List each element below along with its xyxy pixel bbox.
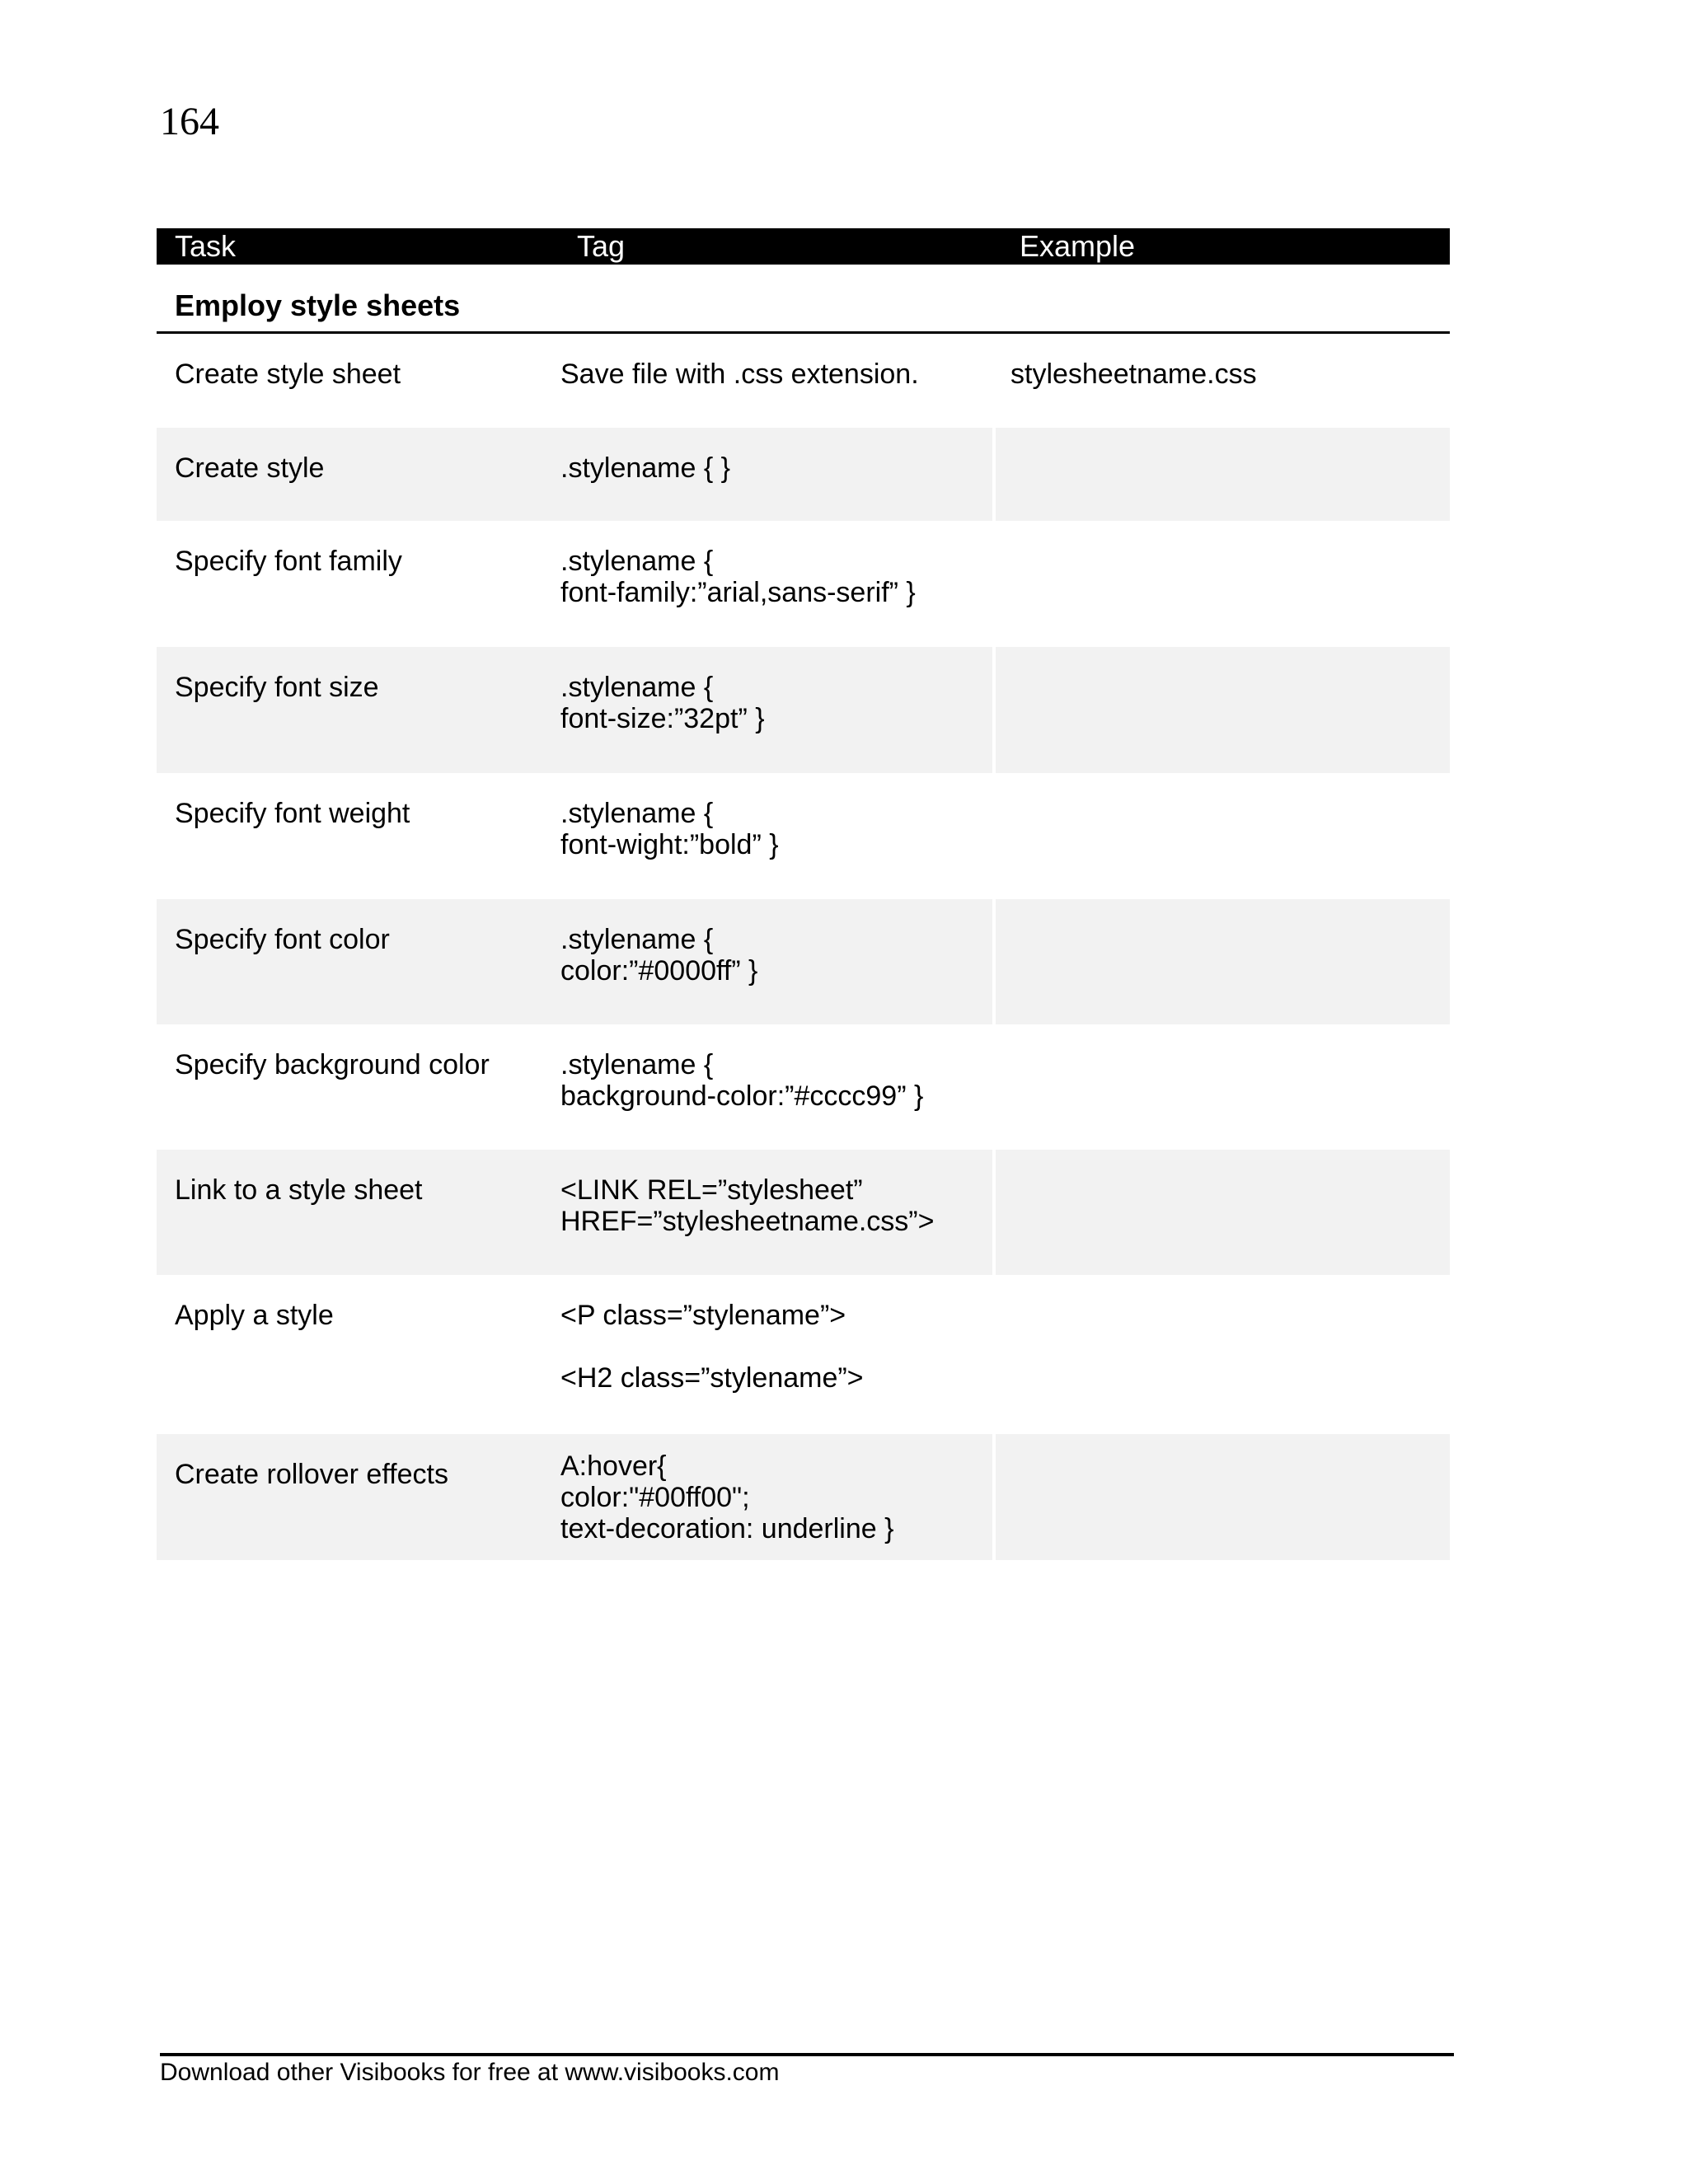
task-cell: Specify font color xyxy=(157,899,560,1024)
example-cell xyxy=(992,428,1450,521)
tag-cell xyxy=(560,1024,992,1150)
tag-cell xyxy=(560,521,992,647)
tag-line: font-family:”arial,sans-serif” } xyxy=(560,577,916,608)
tag-cell xyxy=(560,1275,992,1434)
section-title: Employ style sheets xyxy=(157,265,1450,334)
tag-line: font-wight:”bold” } xyxy=(560,829,779,860)
tag-line: text-decoration: underline } xyxy=(560,1513,894,1544)
tag-spacer xyxy=(560,1331,992,1362)
task-cell: Specify font size xyxy=(157,647,560,773)
task-cell: Create style xyxy=(157,428,560,521)
table-row xyxy=(157,773,1450,899)
example-cell xyxy=(992,1150,1450,1275)
tag-line: <P class=”stylename”> xyxy=(560,1300,846,1331)
table-row xyxy=(157,1434,1450,1560)
tag-line: Save file with .css extension. xyxy=(560,359,919,390)
header-example: Example xyxy=(1020,229,1136,263)
tag-cell xyxy=(560,1434,992,1560)
tag-line: .stylename { xyxy=(560,672,714,703)
table-row xyxy=(157,647,1450,773)
tag-line: color:"#00ff00"; xyxy=(560,1482,750,1513)
table-row xyxy=(157,1150,1450,1275)
reference-table xyxy=(157,228,1450,1560)
header-task: Task xyxy=(175,229,237,263)
table-row xyxy=(157,521,1450,647)
table-header xyxy=(157,228,1450,265)
table-row xyxy=(157,899,1450,1024)
header-tag: Tag xyxy=(577,229,626,263)
example-cell xyxy=(992,647,1450,773)
table-row xyxy=(157,1024,1450,1150)
task-cell: Create style sheet xyxy=(175,359,401,390)
table-row xyxy=(157,428,1450,521)
tag-line: background-color:”#cccc99” } xyxy=(560,1080,924,1112)
example-cell xyxy=(992,899,1450,1024)
table-row xyxy=(157,334,1450,428)
table-row xyxy=(157,1275,1450,1434)
task-cell: Specify font family xyxy=(175,546,402,577)
footer-rule xyxy=(160,2053,1454,2056)
tag-line: font-size:”32pt” } xyxy=(560,703,765,734)
example-cell xyxy=(992,1434,1450,1560)
tag-line: .stylename { xyxy=(560,1049,714,1080)
tag-line: .stylename { xyxy=(560,924,714,955)
task-cell: Link to a style sheet xyxy=(157,1150,560,1275)
example-cell xyxy=(992,773,1450,899)
task-cell: Apply a style xyxy=(175,1300,334,1331)
page-number: 164 xyxy=(160,100,219,143)
example-cell xyxy=(992,521,1450,647)
tag-line: <LINK REL=”stylesheet” xyxy=(560,1174,863,1206)
example-cell: stylesheetname.css xyxy=(1010,359,1257,390)
tag-cell xyxy=(560,647,992,773)
tag-line: .stylename { } xyxy=(560,452,731,484)
task-cell: Specify background color xyxy=(175,1049,490,1080)
tag-cell xyxy=(560,1150,992,1275)
tag-line: A:hover{ xyxy=(560,1451,667,1482)
tag-line: .stylename { xyxy=(560,546,714,577)
tag-cell xyxy=(560,334,992,428)
example-cell xyxy=(992,1024,1450,1150)
tag-line: HREF=”stylesheetname.css”> xyxy=(560,1206,935,1237)
task-cell: Create rollover effects xyxy=(157,1434,560,1560)
tag-cell xyxy=(560,428,992,521)
tag-cell xyxy=(560,899,992,1024)
task-cell: Specify font weight xyxy=(175,798,410,829)
tag-line: .stylename { xyxy=(560,798,714,829)
tag-cell xyxy=(560,773,992,899)
example-cell xyxy=(992,1275,1450,1434)
tag-line: color:”#0000ff” } xyxy=(560,955,758,987)
footer-text: Download other Visibooks for free at www.visibooks.com xyxy=(160,2059,780,2086)
tag-line: <H2 class=”stylename”> xyxy=(560,1362,864,1394)
